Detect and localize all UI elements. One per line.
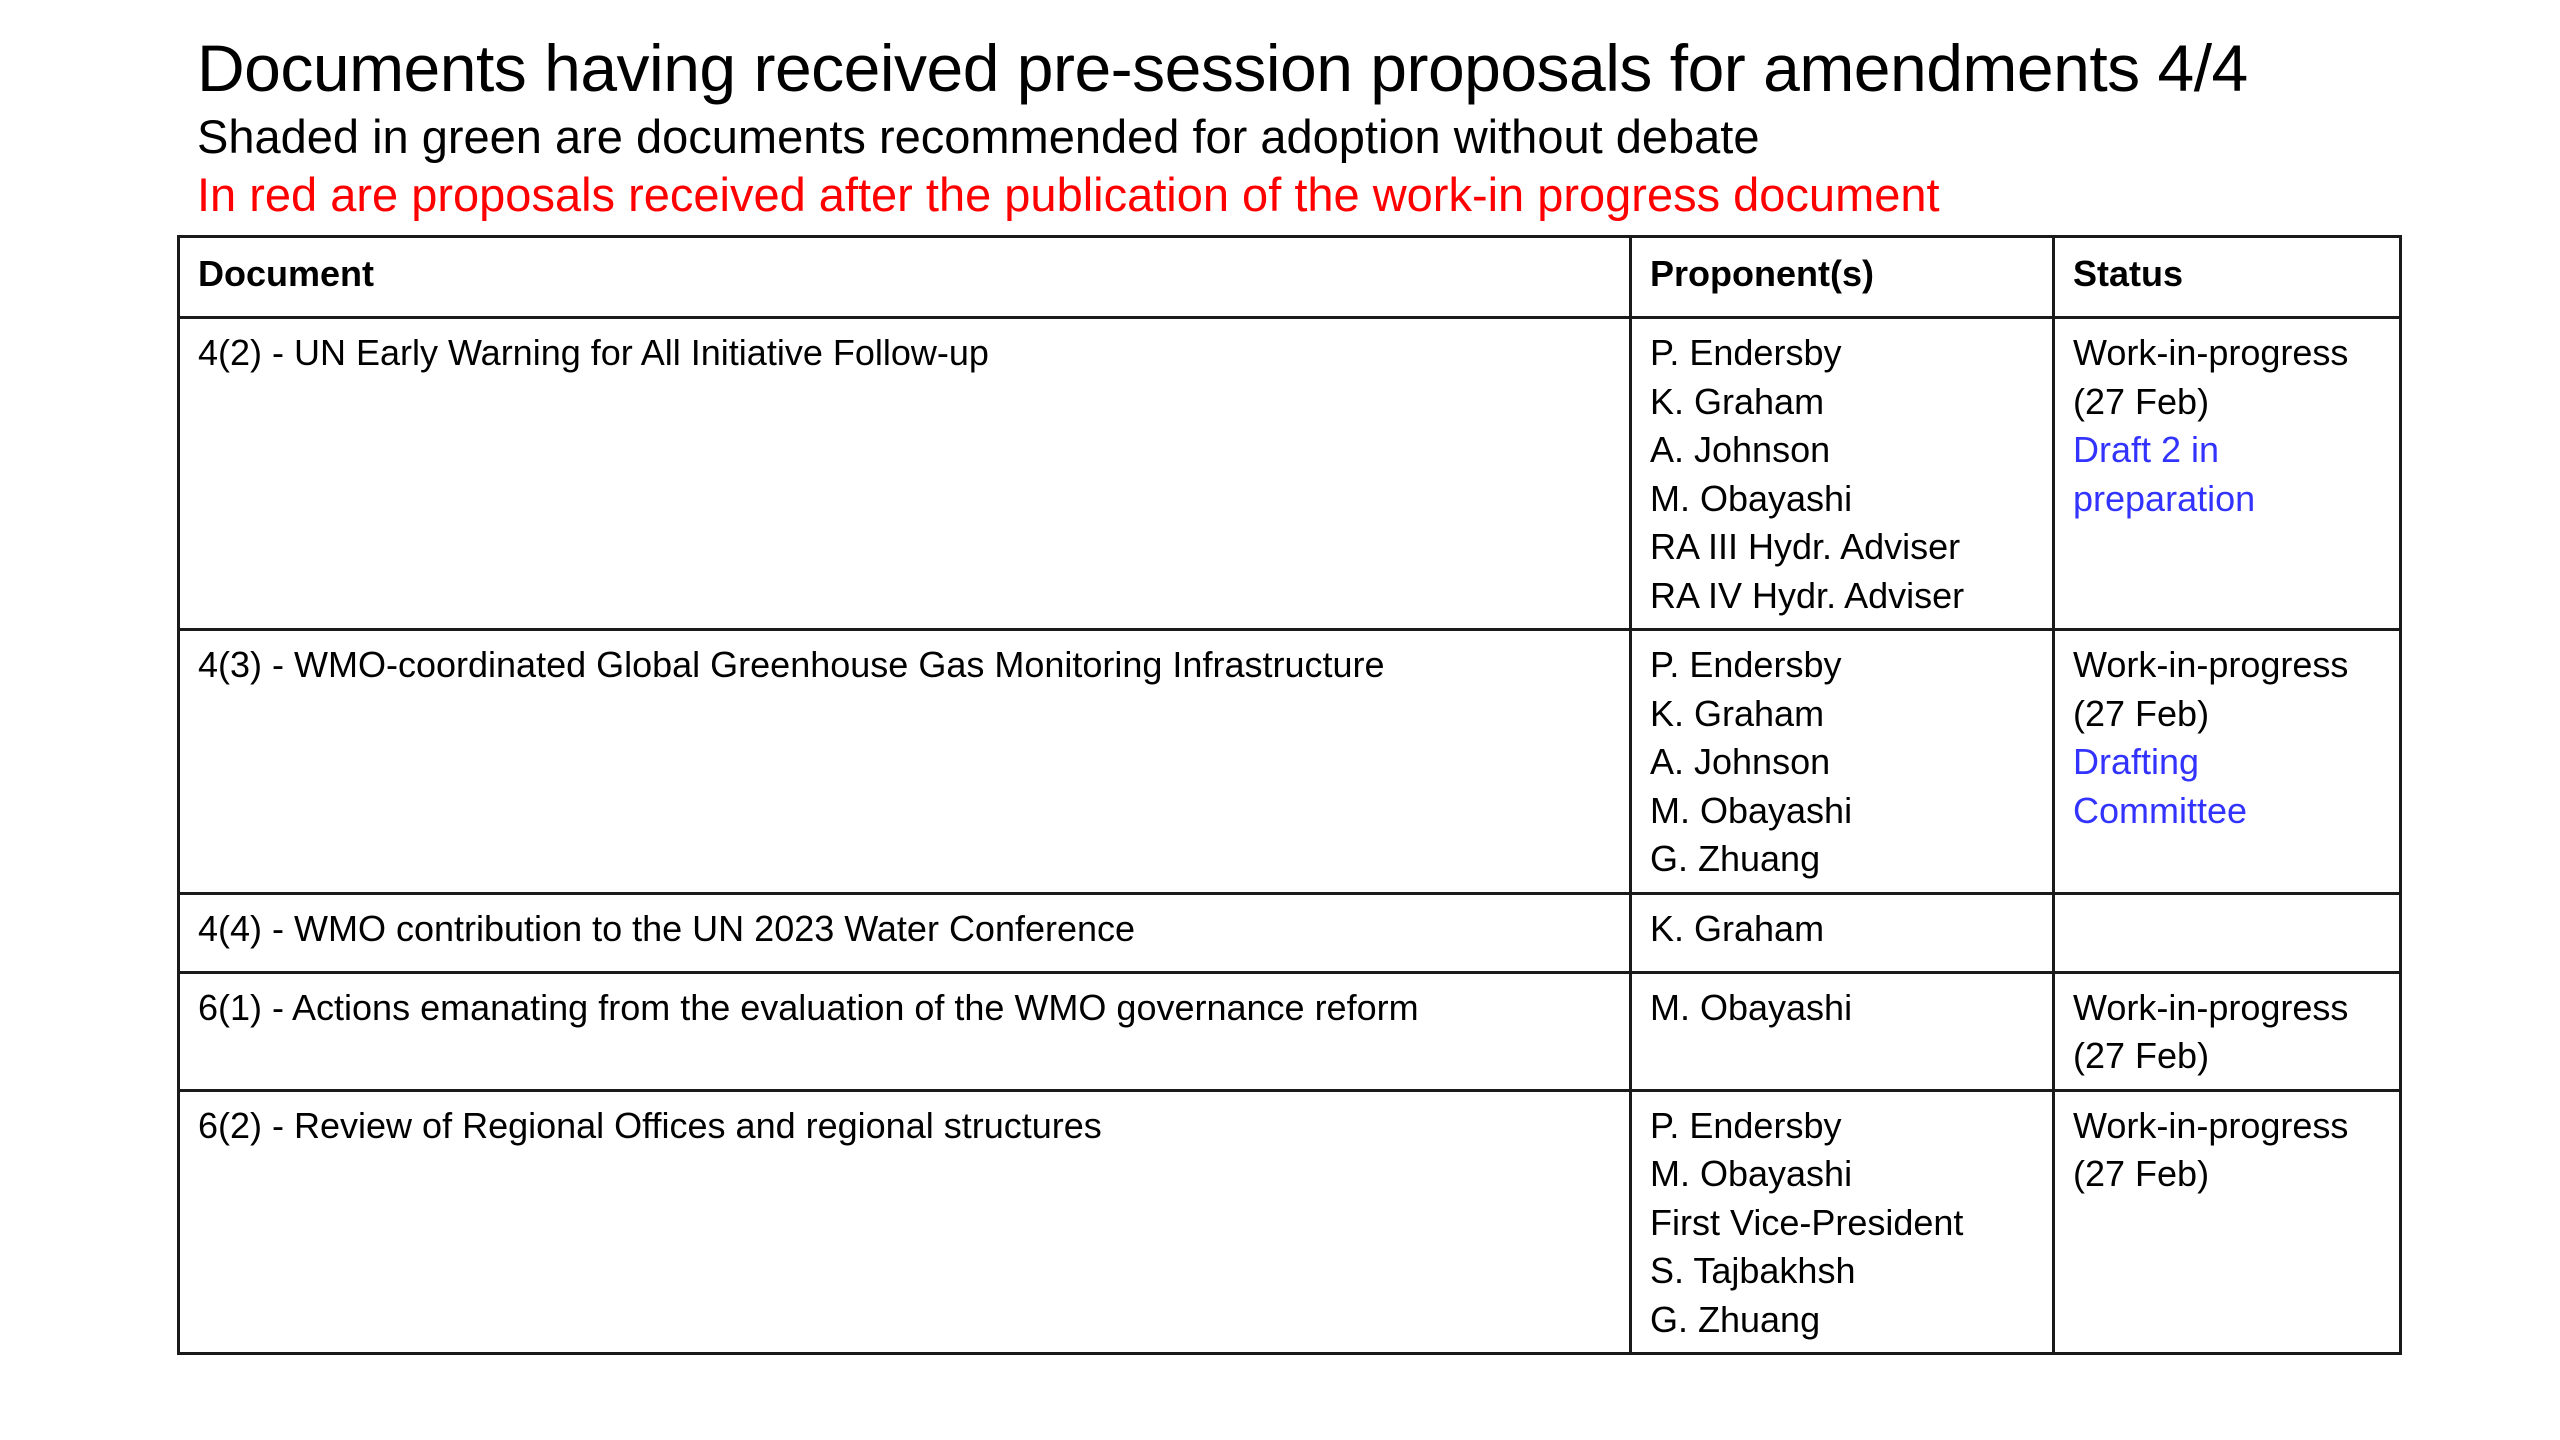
documents-table [177, 235, 2402, 1355]
slide-subtitle: Shaded in green are documents recommended for adoption without debate [197, 110, 1760, 163]
proponents-cell [1631, 972, 2054, 1090]
table-row [179, 318, 2401, 630]
status-cell [2054, 630, 2401, 894]
proponent-name: P. Endersby [1650, 332, 1842, 373]
status-text: Work-in-progress [2073, 986, 2349, 1028]
column-header-proponents: Proponent(s) [1631, 237, 2054, 318]
slide-title: Documents having received pre-session proposals for amendments 4/4 [197, 31, 2248, 105]
proponent-name: P. Endersby [1650, 1104, 1842, 1146]
status-note: preparation [2073, 477, 2256, 519]
column-header-status: Status [2054, 237, 2401, 318]
status-date: (27 Feb) [2073, 692, 2210, 734]
proponent-name: M. Obayashi [1650, 986, 1853, 1028]
column-header-document: Document [179, 237, 1631, 318]
proponent-name: M. Obayashi [1650, 789, 1853, 831]
status-text: Work-in-progress [2073, 644, 2349, 685]
document-cell: 6(1) - Actions emanating from the evaluation of the WMO governance reform [179, 972, 1631, 1090]
status-cell [2054, 1090, 2401, 1354]
status-date: (27 Feb) [2073, 1153, 2210, 1194]
proponent-name: K. Graham [1650, 907, 1825, 949]
table-row [179, 893, 2401, 972]
proponent-name: A. Johnson [1650, 741, 1831, 782]
proponent-name: K. Graham [1650, 380, 1825, 422]
table-row [179, 1090, 2401, 1354]
document-cell: 4(3) - WMO-coordinated Global Greenhouse Gas Monitoring Infrastructure [179, 630, 1631, 894]
proponent-name: M. Obayashi [1650, 1153, 1853, 1194]
proponent-name: A. Johnson [1650, 429, 1831, 470]
proponent-name: S. Tajbakhsh [1650, 1250, 1856, 1291]
proponent-name: G. Zhuang [1650, 1298, 1821, 1340]
status-text: Work-in-progress [2073, 332, 2349, 373]
table-header-row [179, 237, 2401, 318]
proponents-cell [1631, 893, 2054, 972]
status-cell [2054, 893, 2401, 972]
proponent-name: M. Obayashi [1650, 477, 1853, 519]
table-row [179, 630, 2401, 894]
status-text: Work-in-progress [2073, 1104, 2349, 1146]
status-note: Draft 2 in [2073, 429, 2220, 470]
document-cell: 6(2) - Review of Regional Offices and regional structures [179, 1090, 1631, 1354]
document-cell: 4(4) - WMO contribution to the UN 2023 Water Conference [179, 893, 1631, 972]
red-proposals-note: In red are proposals received after the publication of the work-in progress document [197, 168, 1940, 221]
status-note: Drafting [2073, 741, 2200, 782]
status-date: (27 Feb) [2073, 380, 2210, 422]
proponents-cell [1631, 630, 2054, 894]
proponent-name: RA III Hydr. Adviser [1650, 526, 1961, 567]
proponent-name: First Vice-President [1650, 1201, 1964, 1243]
proponents-cell [1631, 1090, 2054, 1354]
proponent-name: P. Endersby [1650, 644, 1842, 685]
slide-header [197, 28, 2497, 224]
proponent-name: G. Zhuang [1650, 838, 1821, 879]
table-row [179, 972, 2401, 1090]
proponent-name: RA IV Hydr. Adviser [1650, 574, 1965, 616]
document-cell: 4(2) - UN Early Warning for All Initiative Follow-up [179, 318, 1631, 630]
status-note: Committee [2073, 789, 2248, 831]
status-cell [2054, 972, 2401, 1090]
status-date: (27 Feb) [2073, 1035, 2210, 1076]
proponents-cell [1631, 318, 2054, 630]
status-cell [2054, 318, 2401, 630]
proponent-name: K. Graham [1650, 692, 1825, 734]
